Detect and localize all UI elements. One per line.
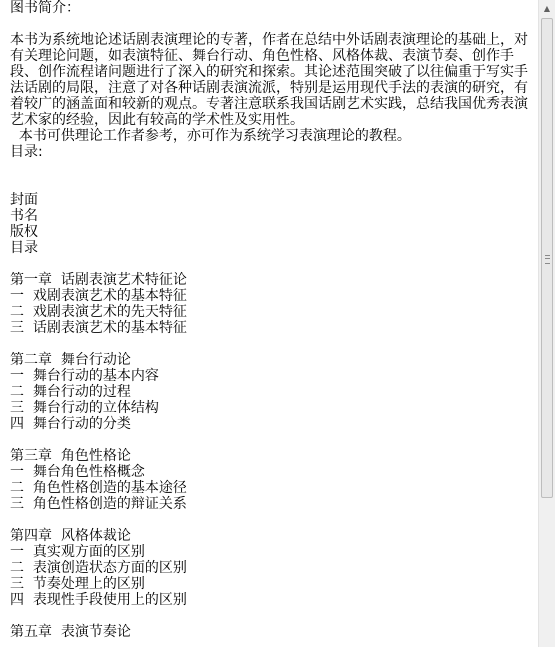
grip-icon — [545, 255, 550, 264]
section-title: 一 真实观方面的区别 — [10, 544, 145, 560]
chapter-title: 第五章 表演节奏论 — [10, 624, 131, 640]
section-title: 三 话剧表演艺术的基本特征 — [10, 320, 187, 336]
toc-heading: 目录: — [10, 144, 43, 160]
front-matter-list — [10, 192, 538, 256]
chapter-title: 第三章 角色性格论 — [10, 448, 131, 464]
scroll-up-arrow-icon[interactable]: ▲ — [543, 4, 551, 13]
intro-note: 本书可供理论工作者参考，亦可作为系统学习表演理论的教程。 — [10, 128, 411, 144]
front-matter-item: 版权 — [10, 224, 38, 240]
front-matter-item: 目录 — [10, 240, 38, 256]
section-title: 三 节奏处理上的区别 — [10, 576, 145, 592]
scroll-thumb[interactable] — [541, 18, 553, 498]
section-title: 三 舞台行动的立体结构 — [10, 400, 159, 416]
section-title: 一 舞台行动的基本内容 — [10, 368, 159, 384]
intro-heading: 图书简介： — [10, 0, 80, 16]
chapter-title: 第一章 话剧表演艺术特征论 — [10, 272, 187, 288]
chapter-title: 第二章 舞台行动论 — [10, 352, 131, 368]
section-title: 一 戏剧表演艺术的基本特征 — [10, 288, 187, 304]
front-matter-item: 书名 — [10, 208, 38, 224]
vertical-scrollbar[interactable] — [538, 0, 555, 647]
document-text-area[interactable] — [10, 0, 538, 647]
section-title: 三 角色性格创造的辩证关系 — [10, 496, 187, 512]
front-matter-item: 封面 — [10, 192, 38, 208]
section-title: 四 表现性手段使用上的区别 — [10, 592, 187, 608]
section-title: 二 戏剧表演艺术的先天特征 — [10, 304, 187, 320]
section-title: 二 角色性格创造的基本途径 — [10, 480, 187, 496]
section-title: 二 舞台行动的过程 — [10, 384, 131, 400]
section-title: 二 表演创造状态方面的区别 — [10, 560, 187, 576]
chapter-title: 第四章 风格体裁论 — [10, 528, 131, 544]
intro-paragraph: 本书为系统地论述话剧表演理论的专著，作者在总结中外话剧表演理论的基础上，对有关理论问题，如表演特征、舞台行动、角色性格、风格体裁、表演节奏、创作手段、创作流程诸问题进行了深入的研究和探索。其论述范围突破了以往偏重于写实手法话剧的局限，注意了对各种话剧表演流派，特别是运用现代手法的表演的研究，有着较广的涵盖面和较新的观点。专著注意联系我国话剧艺术实践，总结我国优秀表演艺术家的经验，因此有较高的学术性及实用性。 — [10, 32, 528, 128]
table-of-contents — [10, 272, 538, 640]
section-title: 一 舞台角色性格概念 — [10, 464, 145, 480]
section-title: 四 舞台行动的分类 — [10, 416, 131, 432]
